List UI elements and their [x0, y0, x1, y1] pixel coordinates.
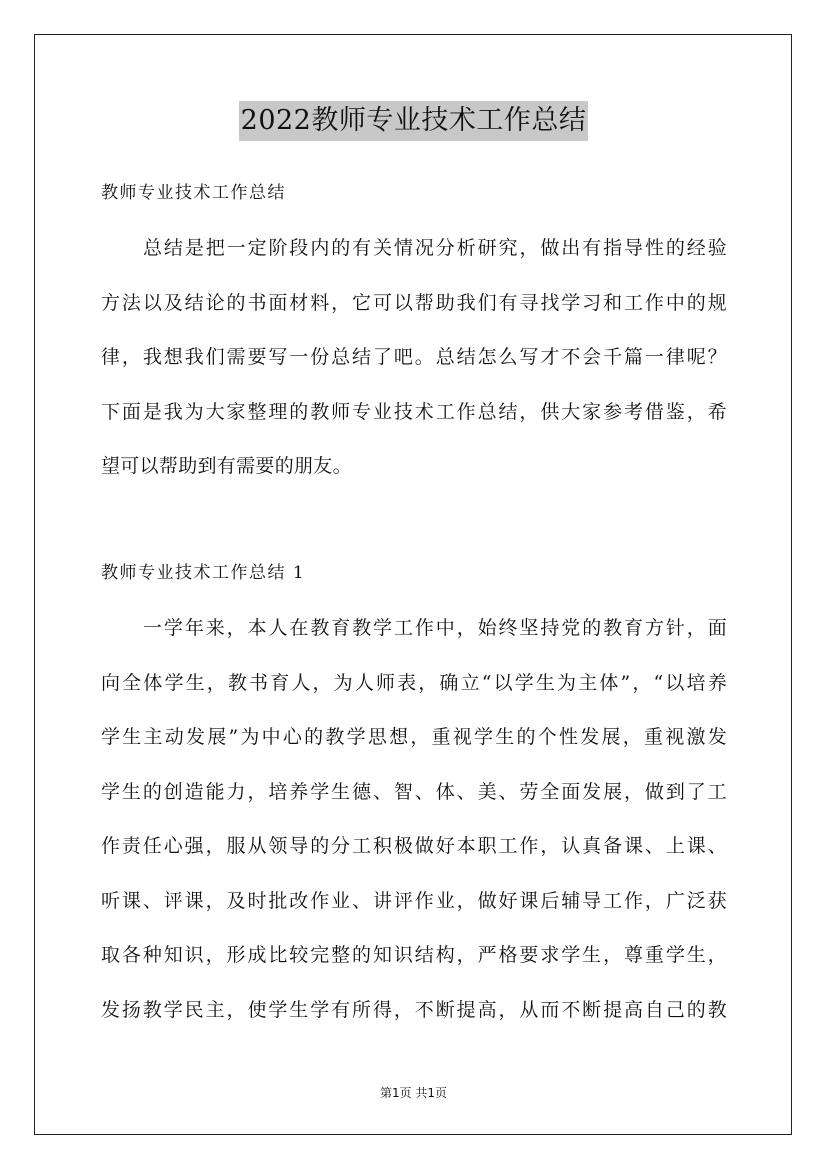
- paragraph-line: 听课、评课，及时批改作业、讲评作业，做好课后辅导工作，广泛获: [101, 889, 727, 912]
- page-number-footer: 第1页 共1页: [379, 1086, 448, 1100]
- paragraph-line: 发扬教学民主，使学生学有所得，不断提高，从而不断提高自己的教: [101, 998, 727, 1021]
- paragraph-line: 下面是我为大家整理的教师专业技术工作总结，供大家参考借鉴，希: [101, 400, 727, 423]
- section-heading: 教师专业技术工作总结 1: [101, 563, 306, 583]
- document-title: 2022教师专业技术工作总结: [239, 101, 589, 141]
- paragraph-line: 学生的创造能力，培养学生德、智、体、美、劳全面发展，做到了工: [101, 780, 727, 803]
- paragraph-line: 向全体学生，教书育人，为人师表，确立“以学生为主体”，“以培养: [101, 671, 727, 694]
- paragraph-line: 取各种知识，形成比较完整的知识结构，严格要求学生，尊重学生，: [101, 944, 727, 966]
- section1-paragraph: [101, 616, 727, 1052]
- paragraph-line: 望可以帮助到有需要的朋友。: [101, 455, 352, 477]
- title-container: [0, 101, 827, 141]
- paragraph-line: 一学年来，本人在教育教学工作中，始终坚持党的教育方针，面: [143, 617, 727, 639]
- paragraph-line: 律，我想我们需要写一份总结了吧。总结怎么写才不会千篇一律呢？: [101, 346, 727, 368]
- paragraph-line: 学生主动发展”为中心的教学思想，重视学生的个性发展，重视激发: [101, 726, 727, 748]
- paragraph-line: 方法以及结论的书面材料，它可以帮助我们有寻找学习和工作中的规: [101, 291, 727, 314]
- intro-paragraph: [101, 236, 727, 509]
- document-subtitle: 教师专业技术工作总结: [101, 183, 286, 203]
- paragraph-line: 作责任心强，服从领导的分工积极做好本职工作，认真备课、上课、: [101, 835, 727, 857]
- paragraph-line: 总结是把一定阶段内的有关情况分析研究，做出有指导性的经验: [143, 237, 727, 259]
